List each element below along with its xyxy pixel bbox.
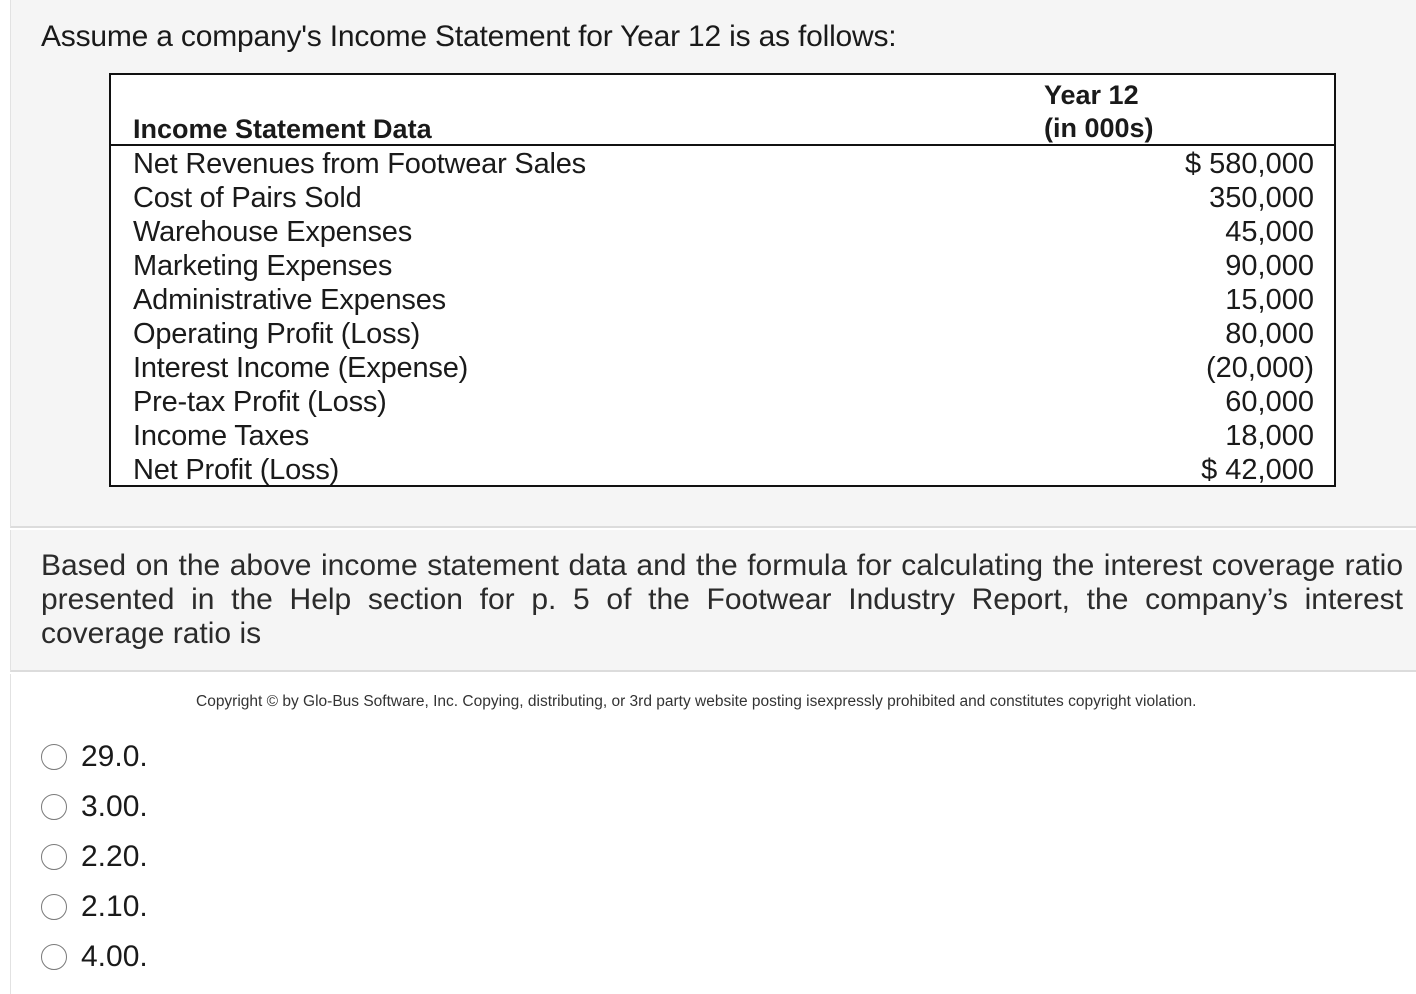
- table-row: [111, 215, 1334, 249]
- question-prompt: Based on the above income statement data and the formula for calculating the interest coverage ratio presented in the Help section for p. 5 of the Footwear Industry Report, the company’s interest coverage ratio is: [41, 549, 1403, 650]
- row-label: Interest Income (Expense): [133, 352, 469, 384]
- table-header-year: Year 12: [1044, 80, 1139, 110]
- row-value: $ 580,000: [1184, 148, 1314, 180]
- copyright-notice: Copyright © by Glo-Bus Software, Inc. Copying, distributing, or 3rd party website posting isexpressly prohibited and constitutes copyright violation.: [196, 693, 1197, 710]
- table-header-divider: [111, 144, 1334, 146]
- answer-panel: [10, 674, 1416, 994]
- row-label: Net Profit (Loss): [133, 454, 340, 486]
- row-label: Administrative Expenses: [133, 284, 446, 316]
- row-value: 18,000: [1225, 420, 1314, 452]
- table-row: [111, 419, 1334, 453]
- table-row: [111, 147, 1334, 181]
- row-label: Marketing Expenses: [133, 250, 393, 282]
- row-label: Operating Profit (Loss): [133, 318, 421, 350]
- row-label: Net Revenues from Footwear Sales: [133, 148, 586, 180]
- row-value: 90,000: [1225, 250, 1314, 282]
- table-row: [111, 283, 1334, 317]
- table-row: [111, 453, 1334, 487]
- table-row: [111, 317, 1334, 351]
- row-label: Income Taxes: [133, 420, 309, 452]
- table-row: [111, 181, 1334, 215]
- radio-button[interactable]: [41, 844, 67, 870]
- income-statement-table: [109, 73, 1336, 487]
- row-value: $ 42,000: [1201, 454, 1314, 486]
- table-header-unit: (in 000s): [1044, 113, 1154, 143]
- row-value: (20,000): [1205, 352, 1314, 384]
- radio-button[interactable]: [41, 794, 67, 820]
- row-label: Cost of Pairs Sold: [133, 182, 362, 214]
- choice-label[interactable]: 2.10.: [81, 890, 148, 923]
- choice-label[interactable]: 3.00.: [81, 790, 148, 823]
- question-intro: Assume a company's Income Statement for Year 12 is as follows:: [41, 20, 897, 53]
- row-label: Warehouse Expenses: [133, 216, 413, 248]
- radio-button[interactable]: [41, 744, 67, 770]
- choice-label[interactable]: 4.00.: [81, 940, 148, 973]
- radio-button[interactable]: [41, 894, 67, 920]
- question-panel: [10, 0, 1416, 528]
- table-row: [111, 351, 1334, 385]
- prompt-panel: [10, 530, 1416, 672]
- table-body: [111, 147, 1334, 487]
- table-header-label: Income Statement Data: [133, 114, 432, 144]
- choice-label[interactable]: 2.20.: [81, 840, 148, 873]
- table-row: [111, 385, 1334, 419]
- choice-label[interactable]: 29.0.: [81, 740, 148, 773]
- row-value: 350,000: [1209, 182, 1314, 214]
- row-label: Pre-tax Profit (Loss): [133, 386, 387, 418]
- row-value: 15,000: [1225, 284, 1314, 316]
- row-value: 80,000: [1225, 318, 1314, 350]
- row-value: 45,000: [1225, 216, 1314, 248]
- radio-button[interactable]: [41, 944, 67, 970]
- row-value: 60,000: [1225, 386, 1314, 418]
- table-row: [111, 249, 1334, 283]
